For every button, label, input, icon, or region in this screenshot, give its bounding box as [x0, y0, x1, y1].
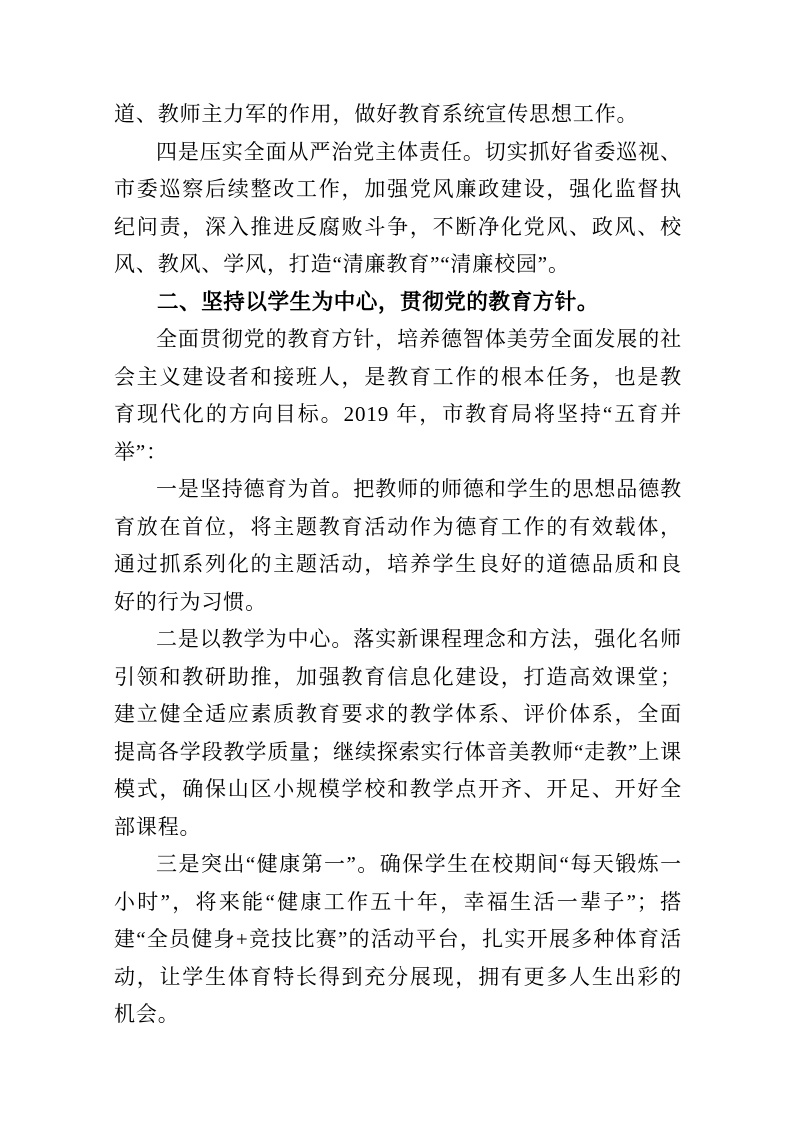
paragraph-item-one: [114, 471, 682, 621]
paragraph-text: 把教师的师德和学生的思想品德教育放在首位，将主题教育活动作为德育工作的有效载体，通过抓系列化的主题活动，培养学生良好的道德品质和良好的行为习惯。: [114, 477, 682, 614]
paragraph-lead-text: 一是坚持德育为首。: [156, 477, 354, 501]
paragraph-text: 道、教师主力军的作用，做好教育系统宣传思想工作。: [114, 102, 639, 126]
paragraph-lead-text: 四是压实全面从严治党主体责任。: [156, 139, 485, 164]
paragraph-lead-text: 三是突出“健康第一”。: [156, 852, 380, 876]
paragraph-item-three: [114, 846, 682, 1034]
paragraph-lead-text: 二是以教学为中心。: [156, 627, 354, 651]
paragraph-text: 落实新课程理念和方法，强化名师引领和教研助推，加强教育信息化建设，打造高效课堂；建立健全适应素质教育要求的教学体系、评价体系，全面提高各学段教学质量；继续探索实行体音美教师“走教”上课模式，确保山区小规模学校和教学点开齐、开足、开好全部课程。: [114, 627, 682, 839]
paragraph-continuation: [114, 96, 682, 134]
paragraph-item-four: [114, 134, 682, 284]
section-heading-two: [114, 284, 682, 322]
section-heading-text: 二、坚持以学生为中心，贯彻党的教育方针。: [157, 289, 600, 314]
paragraph-text: 全面贯彻党的教育方针，培养德智体美劳全面发展的社会主义建设者和接班人，是教育工作的根本任务，也是教育现代化的方向目标。2019 年，市教育局将坚持“五育并举”：: [114, 327, 682, 464]
paragraph-text: 确保学生在校期间“每天锻炼一小时”，将来能“健康工作五十年，幸福生活一辈子”；搭建“全员健身+竞技比赛”的活动平台，扎实开展多种体育活动，让学生体育特长得到充分展现，拥有更多人生出彩的机会。: [114, 852, 682, 1026]
paragraph-item-two: [114, 621, 682, 846]
paragraph-overview: [114, 321, 682, 471]
paragraph-text: 切实抓好省委巡视、市委巡察后续整改工作，加强党风廉政建设，强化监督执纪问责，深入推进反腐败斗争，不断净化党风、政风、校风、教风、学风，打造“清廉教育”“清廉校园”。: [114, 139, 683, 276]
